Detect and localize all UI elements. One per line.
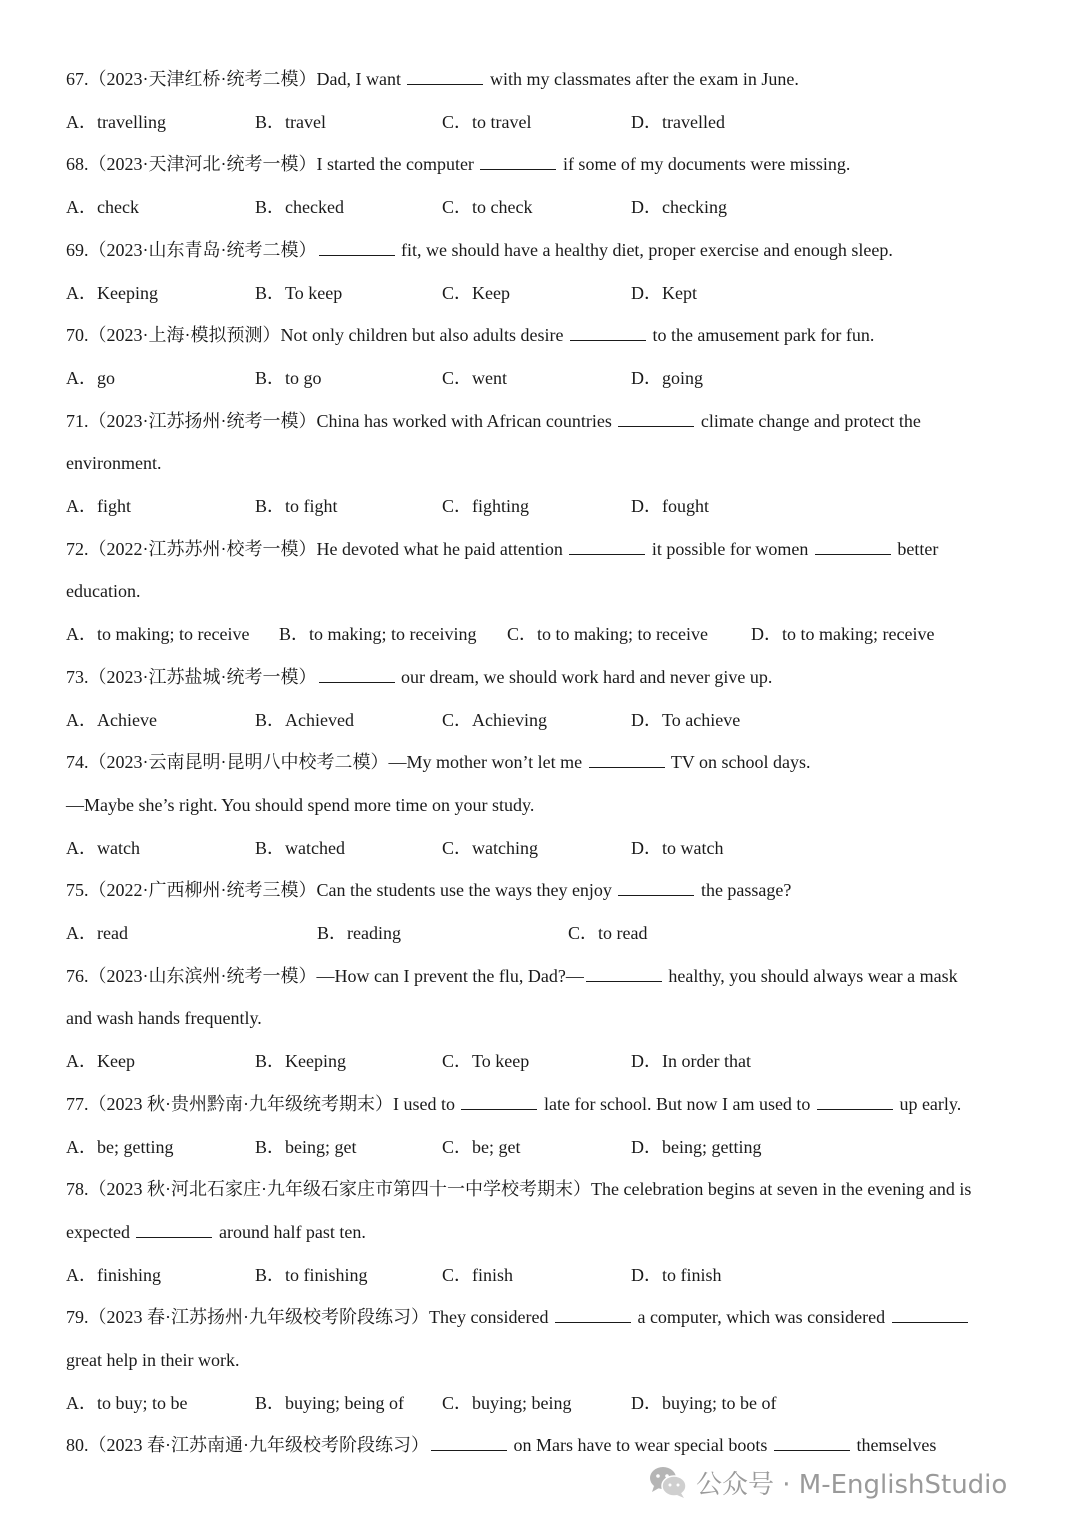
stem-text: 77.（2023 秋·贵州黔南·九年级统考期末）I used to: [66, 1093, 460, 1114]
option-d[interactable]: D．checking: [631, 197, 727, 218]
option-b[interactable]: B．Keeping: [255, 1051, 346, 1072]
option-b[interactable]: B．to making; to receiving: [279, 624, 477, 645]
option-a[interactable]: A．read: [66, 923, 128, 943]
answer-blank[interactable]: [407, 66, 483, 85]
stem-text: if some of my documents were missing.: [558, 154, 851, 175]
option-b[interactable]: B．checked: [255, 197, 344, 218]
stem-text: education.: [66, 581, 141, 602]
option-d[interactable]: D．to watch: [631, 837, 724, 858]
stem-text: climate change and protect the: [696, 410, 921, 431]
answer-blank[interactable]: [136, 1219, 212, 1238]
question-continuation: [66, 792, 534, 818]
answer-blank[interactable]: [815, 536, 891, 555]
stem-text: up early.: [894, 1093, 962, 1114]
option-c[interactable]: C．finish: [442, 1264, 514, 1285]
option-d[interactable]: D．buying; to be of: [631, 1392, 777, 1413]
answer-blank[interactable]: [586, 963, 662, 982]
stem-text: around half past ten.: [214, 1221, 366, 1242]
option-c[interactable]: C．to read: [568, 923, 648, 943]
option-d[interactable]: D．In order that: [631, 1051, 751, 1072]
option-a[interactable]: A．go: [66, 367, 115, 388]
option-a[interactable]: A．check: [66, 197, 139, 218]
option-d[interactable]: D．being; getting: [631, 1136, 762, 1157]
question-continuation: [66, 450, 161, 476]
answer-blank[interactable]: [480, 151, 556, 170]
question-stem: [66, 536, 938, 562]
option-b[interactable]: B．Achieved: [255, 709, 354, 730]
question-continuation: [66, 578, 140, 604]
option-b[interactable]: B．to fight: [255, 496, 338, 516]
option-c[interactable]: C．to to making; to receive: [507, 624, 708, 645]
option-b[interactable]: B．reading: [317, 923, 401, 943]
option-b[interactable]: B．to finishing: [255, 1264, 368, 1285]
stem-text: to the amusement park for fun.: [647, 325, 875, 346]
option-b[interactable]: B．watched: [255, 837, 345, 858]
option-a[interactable]: A．finishing: [66, 1264, 162, 1285]
question-stem: [66, 749, 810, 775]
answer-blank[interactable]: [319, 664, 395, 683]
option-c[interactable]: C．buying; being: [442, 1392, 572, 1413]
stem-text: late for school. But now I am used to: [539, 1093, 815, 1114]
stem-text: 79.（2023 春·江苏扬州·九年级校考阶段练习）They considered: [66, 1307, 553, 1328]
answer-blank[interactable]: [589, 749, 665, 768]
answer-blank[interactable]: [618, 408, 694, 427]
question-stem: [66, 237, 893, 263]
option-d[interactable]: D．to to making; receive: [751, 624, 935, 645]
answer-blank[interactable]: [892, 1304, 968, 1323]
stem-text: 76.（2023·山东滨州·统考一模）—How can I prevent the flu, Dad?—: [66, 965, 584, 986]
answer-blank[interactable]: [569, 536, 645, 555]
option-a[interactable]: A．watch: [66, 837, 140, 858]
stem-text: 69.（2023·山东青岛·统考二模）: [66, 239, 317, 260]
answer-blank[interactable]: [319, 237, 395, 256]
stem-text: and wash hands frequently.: [66, 1008, 262, 1029]
option-d[interactable]: D．to finish: [631, 1264, 722, 1285]
option-a[interactable]: A．to making; to receive: [66, 624, 250, 645]
option-b[interactable]: B．being; get: [255, 1136, 357, 1157]
stem-text: 80.（2023 春·江苏南通·九年级校考阶段练习）: [66, 1435, 429, 1456]
question-stem: [66, 1176, 971, 1202]
answer-blank[interactable]: [817, 1091, 893, 1110]
option-c[interactable]: C．be; get: [442, 1136, 521, 1157]
option-c[interactable]: C．Achieving: [442, 709, 547, 730]
stem-text: 78.（2023 秋·河北石家庄·九年级石家庄市第四十一中学校考期末）The celebration begins at seven in the evening and is: [66, 1179, 972, 1200]
question-stem: [66, 322, 874, 348]
option-a[interactable]: A．travelling: [66, 111, 166, 132]
wechat-icon: [648, 1465, 688, 1499]
question-continuation: [66, 1005, 262, 1031]
question-stem: [66, 877, 791, 903]
stem-text: a computer, which was considered: [632, 1307, 890, 1328]
option-c[interactable]: C．watching: [442, 837, 538, 858]
stem-text: 70.（2023·上海·模拟预测）Not only children but also adults desire: [66, 325, 568, 346]
option-a[interactable]: A．be; getting: [66, 1136, 174, 1157]
answer-blank[interactable]: [570, 322, 646, 341]
option-a[interactable]: A．Achieve: [66, 709, 157, 730]
answer-blank[interactable]: [618, 877, 694, 896]
option-a[interactable]: A．to buy; to be: [66, 1392, 188, 1413]
option-c[interactable]: C．to travel: [442, 111, 532, 132]
option-a[interactable]: A．Keep: [66, 1051, 135, 1072]
stem-text: 75.（2022·广西柳州·统考三模）Can the students use the ways they enjoy: [66, 880, 617, 901]
answer-blank[interactable]: [431, 1432, 507, 1451]
question-stem: [66, 664, 772, 690]
option-b[interactable]: B．travel: [255, 111, 326, 132]
stem-text: 68.（2023·天津河北·统考一模）I started the computer: [66, 154, 479, 175]
question-stem: [66, 1091, 961, 1117]
question-stem: [66, 1432, 936, 1458]
option-d[interactable]: D．travelled: [631, 111, 725, 132]
option-a[interactable]: A．fight: [66, 496, 131, 516]
stem-text: fit, we should have a healthy diet, proper exercise and enough sleep.: [396, 239, 893, 260]
question-stem: [66, 408, 921, 434]
option-c[interactable]: C．fighting: [442, 496, 530, 516]
option-c[interactable]: C．To keep: [442, 1051, 530, 1072]
answer-blank[interactable]: [774, 1432, 850, 1451]
question-stem: [66, 66, 799, 92]
stem-text: great help in their work.: [66, 1350, 240, 1370]
stem-text: on Mars have to wear special boots: [509, 1435, 772, 1456]
question-stem: [66, 151, 850, 177]
stem-text: the passage?: [696, 880, 792, 901]
option-d[interactable]: D．To achieve: [631, 709, 741, 730]
stem-text: expected: [66, 1221, 135, 1242]
stem-text: better: [892, 538, 939, 559]
option-d[interactable]: D．going: [631, 367, 703, 388]
option-b[interactable]: B．buying; being of: [255, 1392, 404, 1413]
option-d[interactable]: D．fought: [631, 496, 709, 516]
stem-text: TV on school days.: [666, 752, 811, 773]
option-c[interactable]: C．to check: [442, 197, 533, 218]
answer-blank[interactable]: [461, 1091, 537, 1110]
question-stem: [66, 963, 958, 989]
watermark: [648, 1462, 1007, 1502]
option-a[interactable]: A．Keeping: [66, 282, 158, 303]
stem-text: our dream, we should work hard and never give up.: [396, 666, 773, 687]
stem-text: themselves: [851, 1435, 937, 1456]
question-stem: [66, 1304, 970, 1330]
stem-text: healthy, you should always wear a mask: [663, 965, 958, 986]
stem-text: 71.（2023·江苏扬州·统考一模）China has worked with African countries: [66, 410, 617, 431]
option-b[interactable]: B．To keep: [255, 282, 343, 303]
question-continuation: [66, 1347, 239, 1373]
option-b[interactable]: B．to go: [255, 367, 322, 388]
option-d[interactable]: D．Kept: [631, 282, 697, 303]
watermark-text: 公众号 · M-EnglishStudio: [696, 1469, 1008, 1500]
stem-text: 74.（2023·云南昆明·昆明八中校考二模）—My mother won’t let me: [66, 752, 587, 773]
stem-text: —Maybe she’s right. You should spend more time on your study.: [66, 794, 535, 815]
answer-blank[interactable]: [555, 1304, 631, 1323]
stem-text: 67.（2023·天津红桥·统考二模）Dad, I want: [66, 69, 406, 89]
stem-text: it possible for women: [647, 538, 813, 559]
stem-text: 72.（2022·江苏苏州·校考一模）He devoted what he paid attention: [66, 538, 568, 559]
option-c[interactable]: C．went: [442, 367, 507, 388]
stem-text: 73.（2023·江苏盐城·统考一模）: [66, 666, 317, 687]
stem-text: environment.: [66, 453, 162, 474]
question-continuation: [66, 1219, 366, 1245]
option-c[interactable]: C．Keep: [442, 282, 510, 303]
stem-text: with my classmates after the exam in June.: [485, 69, 799, 89]
